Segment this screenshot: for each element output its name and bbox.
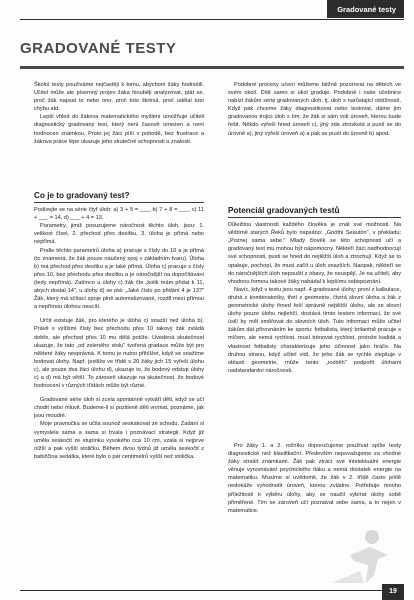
left-section (34, 192, 204, 461)
right-p2: Navíc, když v testu jsou např. 4 gradované úlohy: první z kalkulace, druhá z kombinatoriky, třetí z geometrie, čtvrtá slovní úloha a žák z geometrické úlohy ihned řeší správně nejtěžší úlohu, ale ze slovní úlohy pouze úlohu nejlehčí, dostává tímto testem informaci, že své úsilí by měl směřovat do slovních úloh. Tuto informaci může učitel žákům dát přirovnáním ke sportu: fotbalista, který brilantně pracuje s míčem, ale nemá rychlost, musí trénovat rychlost, protože kadidá a vlastnost fotbalisty charakterizuje jeho účinnost jako hráče. Na druhou stranu, když učitel vidí, že jeho žák se rychle zlepšuje v oblasti geometrie, může tento „rozběh" podpořit úlohami nadstandardní náročnosti. (228, 286, 401, 374)
right-section-heading: Potenciál gradovaných testů (228, 206, 340, 215)
left-p2: Parametry, jimiž posuzujeme náročnost těchto úloh, jsou: 1. velikost čísel, 2. přechod přes desítku, 3. úloha je přímá nebo nepřímá. (34, 223, 204, 246)
figure-watermark-icon (330, 525, 400, 585)
running-header (0, 0, 414, 20)
left-p1: Podívejte se na série čtyř úloh: a) 3 + 5 = ___, b) 7 + 8 = ___, c) 11 + ___ = 14, d) ___ + 4 = 13. (34, 207, 204, 222)
page-title: GRADOVANÉ TESTY (20, 40, 177, 57)
intro-left (34, 81, 204, 146)
right-section-rule (228, 217, 401, 218)
section-label: Gradované testy (327, 0, 404, 18)
title-rule (20, 66, 404, 69)
left-section-heading: Co je to gradovaný test? (34, 191, 130, 200)
left-section-rule (34, 202, 204, 203)
right-p1: Důležitou vlastností každého člověka je znát své možnosti. Na věštírně starých Řeků bylo napsáno: „Gnóthi Seautón", v překladu: „Poznej sama sebe." Mladý člověk se této schopnosti učí a gradovaný test mu mohou být nápomocny. Někteří žáci nadhodnocují své schopnosti, pustí se hned do nejtěžší úloh a ztrochují. Když se to opakuje, pochopí, že musí začít u úloh snazších. Naopak, někteří se do náročnějších úloh nepouští z obavy, že neuspějí. Je na učiteli, aby vhodnou formou takové žáky nabádal k lepšímu sebepoznání. (228, 222, 401, 285)
header-rule (20, 19, 404, 20)
intro-left-p2: Lepší vhled do žákova matematického myšlení umožňuje učiteli diagnostický gradovaný test, který není časově omezen a není hodnocen známkou. Proto jej žáci píší v pohodě, bez frustrace a žákova práce lépe ukazuje jeho skutečné schopnosti a znalosti. (34, 114, 204, 145)
left-p6: Moje pravnučka se učila sounož seskakovat ze schodu. Zadání si vymyslela sama a sama si trvala i poznávací strategii. Když již uměla seskočit ze stupínku vysokého cca 10 cm, vzala si nejprve nížší a pak vyšší stoličku. Během dvou týdnů již uměla seskočit z babiččina sedátka, které bylo o pár centimetrů vyšší než stolička. (34, 421, 204, 460)
right-bottom-p1: Pro žáky 1. a 2. ročníku doporučujeme používat spíše testy diagnostické než klasifikační. Především nepovažujeme za vhodné žáky strašit známkami. Žák pak ztrácí své intelektuální energie věnuje vyrovnávání psychického tlaku a nemá dostatek energie na matematiku. Musíme si uvědomit, že žák v 2. třídě často ještě nedokáže vyhodnotit úroveň, kterou zvládne. Potřebuje mnoho příležitostí k výběru úlohy, aby se naučil vybírat úlohy sobě přiměřené. Tím se zároveň učí poznávat sebe sama, a to nejen v matematice. (228, 443, 401, 514)
intro-left-p1: Školní testy používáme nejčastěji k tomu, abychom žáky hodnotili. Učitel může ale písemný projev žáka hlouběji analyzovat, ptát se, proč žák napsal to nebo ono, proč toto škrtnul, proč udělal tuto chybu atd. (34, 82, 204, 113)
footer-rule (20, 590, 382, 591)
left-p3: Podle těchto parametrů úloha a) pracuje s čísly do 10 a je přímá (to znamená, že žák pouze naučený spoj v základním tvaru). Úloha b) má přechod přes desítku a je také přímá. Úloha c) pracuje s čísly přes 10, bez přechodu přes desítku a je náročnější na dopočítávání (tedy nepřímá). Zatímco u úlohy c) žák čte „kolik mám přidat k 11, abych dostal 14", u úlohy d) se ptá: „Jaké číslo po přidání 4 je 13?" Žák, který má sčítací spoje plně automatizované, rozdíl mezi přímou a nepřímou úlohou neucítí. (34, 247, 204, 311)
page-number: 19 (382, 584, 404, 600)
right-bottom (228, 442, 401, 515)
intro-right-p1: Podobné procesy učení můžeme běžně pozorovat na dětech ve svém okolí. Dítě samo si úkol gradujе. Podobně i naše učebnice nabízí žákům sérię gradovaných úloh, tj. úloh s narůstající obtížností. Když pak chceme žáky diagnostikovat nebo testovat, dáme jim gradovanou trojici úloh s tím, že žák si sám volí úroveň, kterou bude řešit. Někdo vyřeší hned úroveň c), jiný zde ztroskotá a pustí se do úrovně a), jiný vyřeší úroveň a) a pak se pustí do úrovně b) apod. (228, 82, 401, 137)
right-section (228, 207, 401, 375)
left-p5: Gradované série úloh si zcela spontánně vytváří děti, když se učí chodit nebo mluvit. Budeme-li si pozitivně děti vnímat, poznáme, jak jsou moudré. (34, 397, 204, 420)
left-p4: Určit existuje žák, pro kterého je úloha c) snazší než úloha b). Právě s výššími čísly bez přechodu přes 10 takový žák zvládá dobře, ale přechod přes 10 mu dělá potíže. Uvedená skutečnost ukazuje, že tato „od zeleného stolu" tvořená gradace může být pro některé žáky nesprávná. K tomu je nutno přihlížet, když se snažíme bodovat úlohy. Např. jestliže ve třídě s 20 žáky jich 15 vyřeší úlohu c), ale pouze dva žáci úlohu d), ukazuje to, že bodový odstup úlohy c) a d) má být větší. To zároveň ukazuje na skutečnost, že bodové hodnocení v různých třídách může být různé. (34, 318, 204, 390)
intro-right (228, 81, 401, 138)
